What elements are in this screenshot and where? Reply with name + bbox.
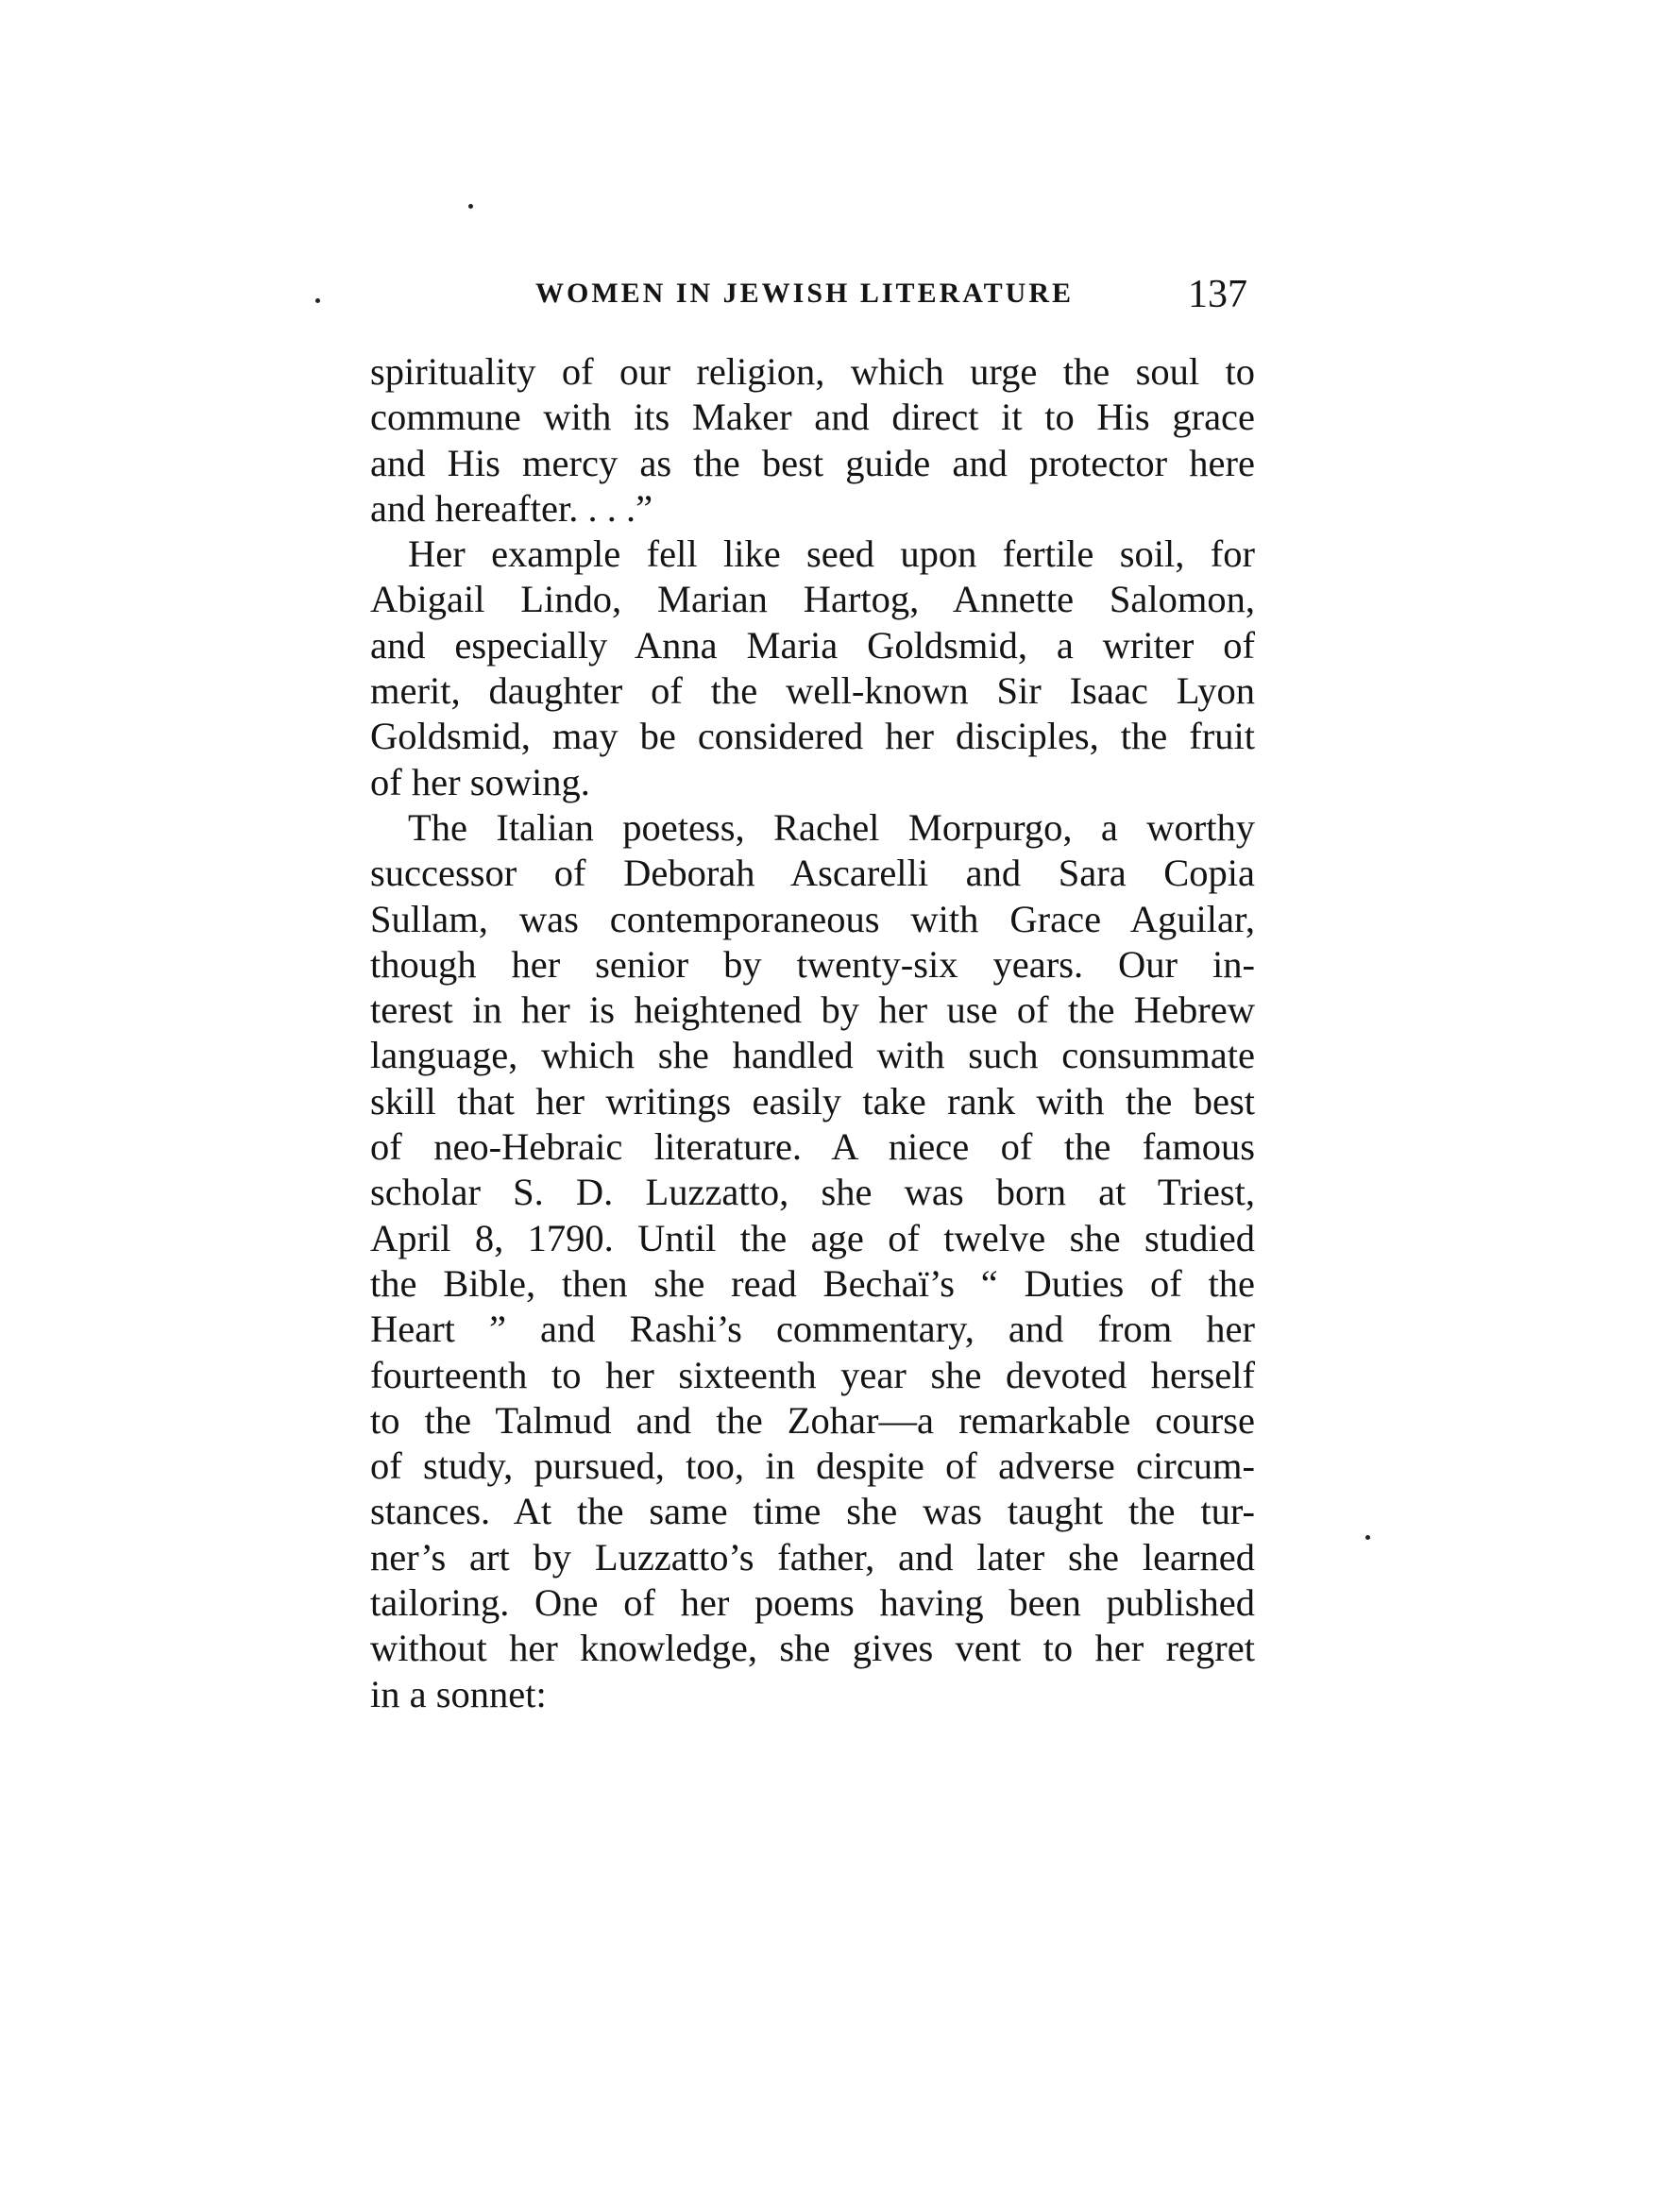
- text-line: of neo-Hebraic literature. A niece of the famous: [370, 1125, 1255, 1169]
- text-line: April 8, 1790. Until the age of twelve she studied: [370, 1216, 1255, 1259]
- text-line: spirituality of our religion, which urge the soul to: [370, 350, 1255, 393]
- text-line: Heart ” and Rashi’s commentary, and from her: [370, 1308, 1255, 1351]
- paragraph: [370, 349, 1255, 532]
- scan-speck: [315, 298, 320, 303]
- scan-speck: [468, 204, 473, 209]
- text-line: of her sowing.: [370, 760, 590, 803]
- scan-speck: [1365, 1535, 1370, 1540]
- running-title: WOMEN IN JEWISH LITERATURE: [535, 278, 1075, 309]
- text-line: Her example fell like seed upon fertile soil, for: [408, 532, 1255, 576]
- text-line: without her knowledge, she gives vent to her regret: [370, 1627, 1255, 1670]
- text-line: and hereafter. . . .”: [370, 486, 653, 530]
- paragraph: [370, 805, 1255, 1717]
- text-line: Sullam, was contemporaneous with Grace Aguilar,: [370, 897, 1255, 940]
- text-line: scholar S. D. Luzzatto, she was born at Triest,: [370, 1171, 1255, 1214]
- page-number: 137: [1188, 273, 1247, 316]
- paragraph: [370, 532, 1255, 805]
- text-line: skill that her writings easily take rank with the best: [370, 1079, 1255, 1123]
- text-line: Abigail Lindo, Marian Hartog, Annette Salomon,: [370, 578, 1255, 621]
- text-line: and His mercy as the best guide and protector here: [370, 441, 1255, 484]
- text-line: though her senior by twenty-six years. Our in-: [370, 942, 1255, 986]
- body-text: [370, 349, 1255, 1717]
- text-line: successor of Deborah Ascarelli and Sara Copia: [370, 852, 1255, 895]
- text-line: commune with its Maker and direct it to His grace: [370, 396, 1255, 439]
- text-line: The Italian poetess, Rachel Morpurgo, a worthy: [408, 805, 1255, 849]
- text-line: terest in her is heightened by her use of the Hebrew: [370, 988, 1255, 1032]
- text-line: merit, daughter of the well-known Sir Isaac Lyon: [370, 669, 1255, 713]
- text-line: the Bible, then she read Bechaï’s “ Duties of the: [370, 1261, 1255, 1305]
- text-line: stances. At the same time she was taught the tur-: [370, 1490, 1255, 1533]
- text-line: ner’s art by Luzzatto’s father, and later she learned: [370, 1535, 1255, 1579]
- text-line: fourteenth to her sixteenth year she devoted herself: [370, 1353, 1255, 1396]
- text-line: tailoring. One of her poems having been published: [370, 1581, 1255, 1625]
- text-line: in a sonnet:: [370, 1672, 547, 1715]
- text-line: to the Talmud and the Zohar—a remarkable course: [370, 1398, 1255, 1442]
- text-line: of study, pursued, too, in despite of adverse circum-: [370, 1444, 1255, 1488]
- text-line: and especially Anna Maria Goldsmid, a writer of: [370, 623, 1255, 667]
- text-line: language, which she handled with such consummate: [370, 1034, 1255, 1077]
- text-line: Goldsmid, may be considered her disciples, the fruit: [370, 715, 1255, 758]
- running-head: [370, 272, 1255, 321]
